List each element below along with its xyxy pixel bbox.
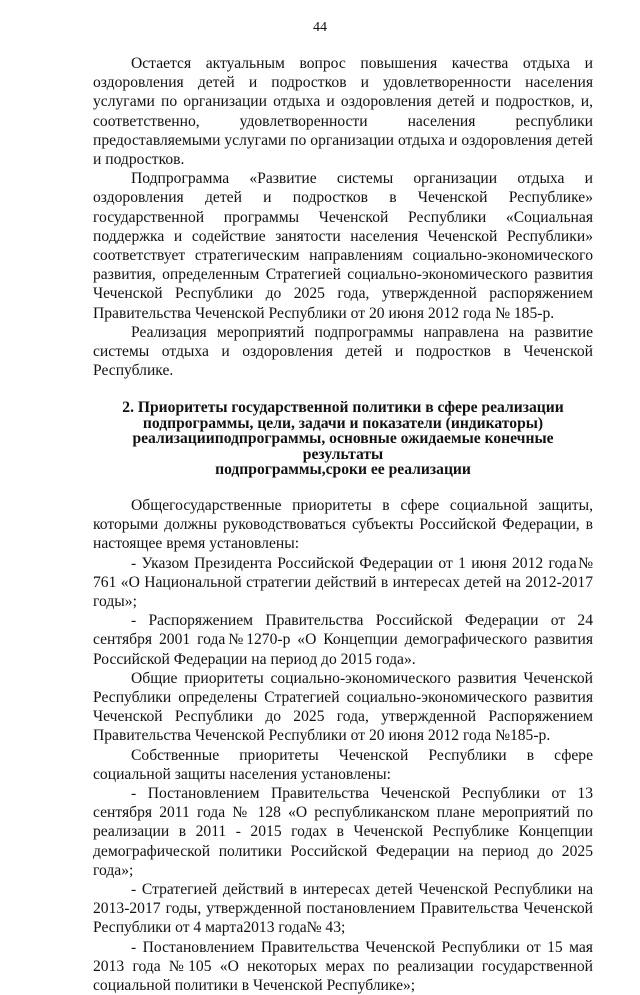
section-heading-line: 2. Приоритеты государственной политики в сфере реализации bbox=[122, 399, 564, 417]
list-item-resolution-105: - Постановлением Правительства Чеченской Республики от 15 мая 2013 года №105 «О некоторых мерах по реализации государственной социальной политики в Чеченской Республике»; bbox=[93, 938, 593, 995]
document-body bbox=[93, 54, 593, 995]
paragraph-federal-priorities: Общегосударственные приоритеты в сфере социальной защиты, которыми должны руководствоваться субъекты Российской Федерации, в настоящее время установлены: bbox=[93, 496, 593, 553]
list-item-presidential-decree: - Указом Президента Российской Федерации от 1 июня 2012 года№ 761 «О Национальной стратегии действий в интересах детей на 2012-2017 годы»; bbox=[93, 554, 593, 610]
section-heading bbox=[93, 400, 593, 478]
paragraph-implementation-goal: Реализация мероприятий подпрограммы направлена на развитие системы отдыха и оздоровления детей и подростков в Чеченской Республике. bbox=[93, 323, 593, 380]
page-number: 44 bbox=[313, 20, 327, 35]
paragraph-relevance: Остается актуальным вопрос повышения качества отдыха и оздоровления детей и подростков и удовлетворенности населения услугами по организации отдыха и оздоровления детей и подростков, и, соответственно, удовлетворенности населения республики предоставляемыми услугами по организации отдыха и оздоровления детей и подростков. bbox=[93, 55, 593, 169]
paragraph-subprogram-alignment: Подпрограмма «Развитие системы организации отдыха и оздоровления детей и подростков в Чеченской Республике» государственной программы Чеченской Республики «Социальная поддержка и содействие занятости населения Чеченской Республики» соответствует стратегическим направлениям социально-экономического развития, определенным Стратегией социально-экономического развития Чеченской Республики до 2025 года, утвержденной распоряжением Правительства Чеченской Республики от 20 июня 2012 года № 185-р. bbox=[93, 170, 593, 322]
list-item-government-order: - Распоряжением Правительства Российской Федерации от 24 сентября 2001 года№1270-р «О Концепции демографического развития Российской Федерации на период до 2015 года». bbox=[93, 612, 593, 668]
section-heading-line: подпрограммы, цели, задачи и показатели (индикаторы) bbox=[142, 414, 544, 432]
section-heading-line: реализацииподпрограммы, основные ожидаемые конечные результаты bbox=[132, 430, 554, 463]
list-item-resolution-128: - Постановлением Правительства Чеченской Республики от 13 сентября 2011 года № 128 «О республиканском плане мероприятий по реализации в 2011 - 2015 годах в Чеченской Республике Концепции демографической политики Российской Федерации на период до 2025 года»; bbox=[93, 785, 593, 879]
section-heading-line: подпрограммы,сроки ее реализации bbox=[215, 461, 471, 479]
paragraph-regional-priorities: Общие приоритеты социально-экономического развития Чеченской Республики определены Стратегией социально-экономического развития Чеченской Республики до 2025 года, утвержденной Распоряжением Правительства Чеченской Республики от 20 июня 2012 года №185-р. bbox=[93, 669, 593, 745]
list-item-children-strategy: - Стратегией действий в интересах детей Чеченской Республики на 2013-2017 годы, утвержденной постановлением Правительства Чеченской Республики от 4 марта2013 года№ 43; bbox=[93, 881, 593, 937]
paragraph-own-priorities: Собственные приоритеты Чеченской Республики в сфере социальной защиты населения установлены: bbox=[93, 746, 593, 783]
